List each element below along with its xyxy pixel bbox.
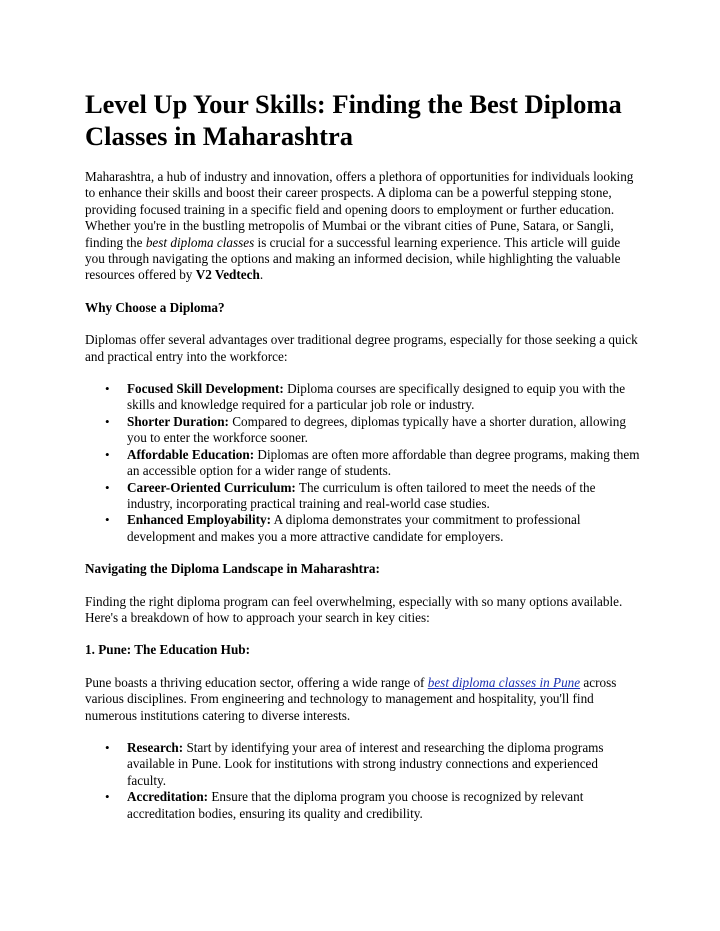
intro-text-1: Maharashtra, a hub of industry and innovation, offers a plethora of opportunities for individuals looking to enhance their skills and boost their career prospects. A diploma can be a powerful stepping stone, providing focused training in a specific field and opening doors to employment or further education. Whether you're in the bustling metropolis of Mumbai or the vibrant cities of Pune, Satara, or Sangli, finding the xyxy=(85,169,634,250)
list-item-label: Research: xyxy=(127,739,184,755)
why-paragraph: Diplomas offer several advantages over traditional degree programs, especially for those seeking a quick and practical entry into the workforce: xyxy=(85,332,638,364)
why-heading: Why Choose a Diploma? xyxy=(85,299,225,315)
list-item xyxy=(105,381,640,414)
intro-emphasis: best diploma classes xyxy=(145,234,255,250)
bullet-icon: • xyxy=(105,479,110,495)
navigating-paragraph: Finding the right diploma program can feel overwhelming, especially with so many options available. Here's a breakdown of how to approach your search in key cities: xyxy=(85,593,623,625)
list-item-text: Ensure that the diploma program you choose is recognized by relevant accreditation bodies, ensuring its quality and credibility. xyxy=(127,789,584,821)
list-item-label: Shorter Duration: xyxy=(127,413,229,429)
navigating-heading: Navigating the Diploma Landscape in Maharashtra: xyxy=(85,561,380,577)
bullet-icon: • xyxy=(105,446,110,462)
pune-paragraph xyxy=(85,675,640,724)
list-item-label: Career-Oriented Curriculum: xyxy=(127,479,296,495)
list-item-text: Diplomas are often more affordable than degree programs, making them an accessible option for a wider range of students. xyxy=(127,446,640,479)
bullet-icon: • xyxy=(105,381,110,397)
list-item-text: The curriculum is often tailored to meet the needs of the industry, incorporating practical training and real-world case studies. xyxy=(127,479,596,511)
advantages-list xyxy=(85,381,640,545)
pune-text-1: Pune boasts a thriving education sector, offering a wide range of xyxy=(85,674,428,690)
list-item-text: Compared to degrees, diplomas typically have a shorter duration, allowing you to enter the workforce sooner. xyxy=(127,413,626,446)
list-item xyxy=(105,512,640,545)
list-item xyxy=(105,446,640,480)
bullet-icon: • xyxy=(105,789,110,805)
list-item-text: Start by identifying your area of interest and researching the diploma programs available in Pune. Look for institutions with strong industry connections and experienced faculty. xyxy=(127,739,604,788)
bullet-icon: • xyxy=(105,512,110,528)
list-item-text: A diploma demonstrates your commitment to professional development and makes you a more attractive candidate for employers. xyxy=(127,512,581,544)
list-item xyxy=(105,479,640,513)
list-item xyxy=(105,739,640,789)
pune-heading: 1. Pune: The Education Hub: xyxy=(85,642,251,658)
bullet-icon: • xyxy=(105,413,110,429)
brand-name: V2 Vedtech xyxy=(195,267,260,283)
page-title: Level Up Your Skills: Finding the Best Diploma Classes in Maharashtra xyxy=(85,89,622,151)
intro-text-3: . xyxy=(259,267,264,283)
intro-paragraph xyxy=(85,169,640,284)
pune-text-2: across various disciplines. From engineering and technology to management and hospitality, you'll find numerous institutions catering to diverse interests. xyxy=(85,674,617,723)
list-item xyxy=(105,789,640,822)
pune-tips-list xyxy=(85,740,640,822)
list-item xyxy=(105,413,640,447)
list-item-label: Affordable Education: xyxy=(127,446,255,462)
bullet-icon: • xyxy=(105,739,110,755)
list-item-label: Accreditation: xyxy=(127,789,209,805)
document-page xyxy=(85,88,640,838)
pune-diploma-link[interactable]: best diploma classes in Pune xyxy=(427,674,581,690)
list-item-text: Diploma courses are specifically designed to equip you with the skills and knowledge required for a particular job role or industry. xyxy=(127,381,626,413)
intro-text-2: is crucial for a successful learning experience. This article will guide you through navigating the options and making an informed decision, while highlighting the valuable resources offered by xyxy=(85,234,621,283)
list-item-label: Enhanced Employability: xyxy=(127,512,271,528)
list-item-label: Focused Skill Development: xyxy=(127,381,284,397)
